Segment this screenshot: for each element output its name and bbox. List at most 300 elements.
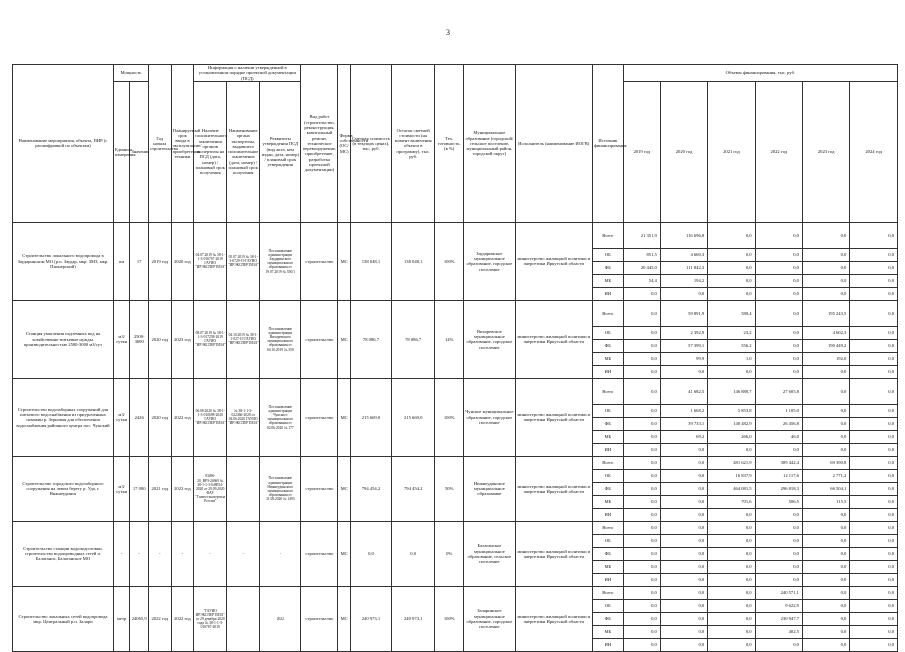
table-row bbox=[13, 521, 898, 534]
header-year: 2020 год bbox=[660, 81, 707, 222]
funding-value: 66 504,1 bbox=[802, 482, 849, 495]
project-ownership: МС bbox=[338, 521, 350, 586]
table-row bbox=[13, 378, 898, 404]
table-row bbox=[13, 586, 898, 599]
funding-value: 0,0 bbox=[708, 625, 755, 638]
project-approval: Постановление администрации Вихоревского муниципального образования от 04.10.2019 № 350 bbox=[260, 300, 301, 378]
project-estimate: 794 454,2 bbox=[350, 456, 391, 521]
header-source: Источник финансирования bbox=[592, 65, 623, 223]
project-value: 2426 bbox=[130, 378, 149, 456]
funding-value: 0,0 bbox=[755, 287, 802, 300]
funding-value: 0,0 bbox=[802, 521, 849, 534]
project-approval: Постановление администрации Нижнеудинского муниципального образования от 31.08.2020 № 1493 bbox=[260, 456, 301, 521]
funding-value: 0,0 bbox=[850, 625, 898, 638]
funding-value: 0,0 bbox=[850, 599, 898, 612]
funding-value: 0,0 bbox=[660, 534, 707, 547]
funding-value: 580,4 bbox=[708, 300, 755, 326]
project-expertise: 03496-20_ВРЗ-24669 № 38-1-1-3-048054-2020 от 29.09.2020 ФАУ "Главгосэкспертиза России" bbox=[194, 456, 227, 521]
funding-value: 0,0 bbox=[623, 573, 660, 586]
funding-value: 0,0 bbox=[850, 287, 898, 300]
funding-value: 20 445,0 bbox=[623, 261, 660, 274]
project-work-type: строительство bbox=[301, 586, 338, 651]
funding-value: 0,0 bbox=[660, 287, 707, 300]
funding-value: 0,0 bbox=[850, 378, 898, 404]
funding-value: 0,0 bbox=[802, 573, 849, 586]
funding-source: ФБ bbox=[592, 612, 623, 625]
funding-value: 0,0 bbox=[802, 443, 849, 456]
funding-value: 195 243,5 bbox=[802, 300, 849, 326]
funding-value: 0,0 bbox=[802, 248, 849, 261]
project-work-type: строительство bbox=[301, 300, 338, 378]
project-value: 17 bbox=[130, 222, 149, 300]
header-executor: Исполнитель (наименование ИОГВ) bbox=[515, 65, 592, 223]
project-estimate: 78 086,7 bbox=[350, 300, 391, 378]
project-executor: министерство жилищной политики и энергетики Иркутской области bbox=[515, 300, 592, 378]
funding-value: 0,0 bbox=[850, 586, 898, 599]
funding-value: 0,0 bbox=[802, 638, 849, 651]
header-psd-approval: Реквизиты утверждения ПСД (вид акта, кем издан, дата, номер) / плановый срок утверждения bbox=[260, 81, 301, 222]
project-unit: км bbox=[113, 222, 129, 300]
project-value: 17 000 bbox=[130, 456, 149, 521]
funding-value: 0,0 bbox=[708, 599, 755, 612]
funding-value: 0,0 bbox=[802, 365, 849, 378]
funding-value: 0,0 bbox=[755, 638, 802, 651]
funding-value: 0,0 bbox=[850, 508, 898, 521]
funding-value: 0,0 bbox=[802, 534, 849, 547]
project-expertise-org: 04.10.2019 № 38-1-1-027-19 ГАУИО "ИРЭКСПЕРТИЗА" bbox=[227, 300, 260, 378]
funding-value: 0,0 bbox=[708, 287, 755, 300]
funding-value: 481 621,9 bbox=[708, 456, 755, 469]
project-unit: м3/сутки bbox=[113, 456, 129, 521]
header-funding-group: Объемы финансирования, тыс. руб. bbox=[623, 65, 897, 82]
funding-value: 140 482,9 bbox=[708, 417, 755, 430]
project-start-year: - bbox=[148, 521, 171, 586]
funding-value: 0,0 bbox=[623, 404, 660, 417]
funding-value: 0,0 bbox=[623, 560, 660, 573]
funding-value: 41 682,5 bbox=[660, 378, 707, 404]
funding-value: 556,2 bbox=[708, 339, 755, 352]
funding-source: ИИ bbox=[592, 287, 623, 300]
funding-value: 0,0 bbox=[850, 300, 898, 326]
project-work-type: строительство bbox=[301, 378, 338, 456]
funding-value: 0,0 bbox=[708, 248, 755, 261]
funding-value: 99,9 bbox=[660, 352, 707, 365]
funding-value: 0,0 bbox=[850, 222, 898, 248]
project-name: Станция умягчения подземных вод на хозяйственно-питьевые нужды, производительностью 2500-3000 м3/сут bbox=[13, 300, 114, 378]
funding-value: 0,0 bbox=[850, 495, 898, 508]
funding-value: 0,0 bbox=[660, 495, 707, 508]
funding-value: 0,0 bbox=[802, 378, 849, 404]
project-expertise: - bbox=[194, 521, 227, 586]
funding-value: 230 947,7 bbox=[755, 612, 802, 625]
funding-source: Всего bbox=[592, 521, 623, 534]
funding-value: 402,5 bbox=[755, 625, 802, 638]
project-start-year: 2021 год bbox=[148, 456, 171, 521]
project-municipality: Нижнеудинское муниципальное образование bbox=[464, 456, 516, 521]
funding-value: 0,0 bbox=[708, 586, 755, 599]
funding-value: 0,0 bbox=[623, 287, 660, 300]
funding-value: 0,0 bbox=[660, 469, 707, 482]
project-approval: Постановление администрации Чунского муниципального образования от 02.06.2020 № 177 bbox=[260, 378, 301, 456]
header-ownership: Форма собственности (ОС/МС) bbox=[338, 65, 350, 223]
funding-value: 4 660,3 bbox=[660, 248, 707, 261]
project-estimate: 138 048,1 bbox=[350, 222, 391, 300]
funding-value: 54,4 bbox=[623, 274, 660, 287]
project-expertise-org bbox=[227, 456, 260, 521]
funding-value: 0,0 bbox=[708, 638, 755, 651]
funding-value: 0,0 bbox=[623, 625, 660, 638]
header-start-year: Год начала строительства bbox=[148, 65, 171, 223]
project-municipality: Заударинское муниципальное образование, городское поселение bbox=[464, 222, 516, 300]
project-municipality: Вихоревское муниципальное образование, городское поселение bbox=[464, 300, 516, 378]
funding-source: ОБ bbox=[592, 404, 623, 417]
funding-value: 12 117,6 bbox=[755, 469, 802, 482]
funding-source: ФБ bbox=[592, 547, 623, 560]
funding-value: 0,0 bbox=[623, 365, 660, 378]
project-end-year: 2020 год bbox=[171, 222, 194, 300]
funding-value: 506,5 bbox=[755, 495, 802, 508]
funding-value: 309 442,4 bbox=[755, 456, 802, 469]
header-name: Наименование мероприятия, объекта, ПИР (с расшифровкой по объектам) bbox=[13, 65, 114, 223]
project-expertise-org: - bbox=[227, 521, 260, 586]
project-unit: - bbox=[113, 521, 129, 586]
funding-value: 0,0 bbox=[623, 417, 660, 430]
header-unit: Единица измерения bbox=[113, 81, 129, 222]
funding-value: 0,0 bbox=[660, 365, 707, 378]
funding-value: 39 733,1 bbox=[660, 417, 707, 430]
funding-value: 0,0 bbox=[623, 586, 660, 599]
funding-value: 0,0 bbox=[755, 274, 802, 287]
funding-value: 0,0 bbox=[660, 612, 707, 625]
funding-value: 0,0 bbox=[850, 482, 898, 495]
funding-value: 0,0 bbox=[623, 430, 660, 443]
funding-value: 0,0 bbox=[623, 378, 660, 404]
funding-value: 701,6 bbox=[708, 495, 755, 508]
funding-value: 0,0 bbox=[850, 443, 898, 456]
funding-source: ФБ bbox=[592, 482, 623, 495]
funding-value: 0,0 bbox=[850, 456, 898, 469]
funding-value: 0,0 bbox=[708, 222, 755, 248]
funding-value: 0,0 bbox=[623, 339, 660, 352]
funding-value: 2 771,2 bbox=[802, 469, 849, 482]
funding-value: 0,0 bbox=[708, 612, 755, 625]
funding-value: 0,0 bbox=[850, 404, 898, 417]
project-executor: министерство жилищной политики и энергетики Иркутской области bbox=[515, 378, 592, 456]
project-unit: м3/сутки bbox=[113, 300, 129, 378]
funding-value: 0,0 bbox=[755, 547, 802, 560]
project-expertise-org: 05.07.2019 № 38-1-3-0729-19 ГАУИО "ИРЭКСПЕРТИЗА" bbox=[227, 222, 260, 300]
funding-value: 0,0 bbox=[708, 261, 755, 274]
funding-source: МБ bbox=[592, 430, 623, 443]
funding-value: 190 449,2 bbox=[802, 339, 849, 352]
funding-value: 194,2 bbox=[660, 274, 707, 287]
project-estimate: 215 669,0 bbox=[350, 378, 391, 456]
header-expertise-org: Наименование органа экспертизы, выдавшего положительное заключение (дата, номер) / плановый срок получения bbox=[227, 81, 260, 222]
table-body bbox=[13, 222, 898, 651]
project-name: Строительство локального водопровода в Заударинском МО (р.п. Заудар, мкр. ЗМЗ, мкр. Пионерский) bbox=[13, 222, 114, 300]
project-estimate: 240 973,1 bbox=[350, 586, 391, 651]
funding-value: 0,0 bbox=[755, 300, 802, 326]
table-row bbox=[13, 456, 898, 469]
project-expertise: 06.08.2020 № 38-1-1-3-010698-2020 ГАУИО "ИРЭКСПЕРТИЗА" bbox=[194, 378, 227, 456]
funding-value: 21 351,9 bbox=[623, 222, 660, 248]
funding-value: 9 622,9 bbox=[755, 599, 802, 612]
funding-value: 46,0 bbox=[755, 430, 802, 443]
funding-source: ИИ bbox=[592, 573, 623, 586]
project-remaining: 78 086,7 bbox=[392, 300, 435, 378]
funding-value: 0,0 bbox=[755, 261, 802, 274]
funding-value: 0,0 bbox=[623, 508, 660, 521]
funding-value: 116 696,8 bbox=[660, 222, 707, 248]
funding-value: 0,0 bbox=[850, 547, 898, 560]
funding-value: 0,0 bbox=[660, 625, 707, 638]
funding-source: ОБ bbox=[592, 469, 623, 482]
funding-value: 0,0 bbox=[755, 352, 802, 365]
funding-value: 0,0 bbox=[708, 274, 755, 287]
funding-value: 0,0 bbox=[708, 443, 755, 456]
project-name: Строительство локальных сетей водопровода мкр. Центральный р.п. Залари bbox=[13, 586, 114, 651]
funding-value: 0,0 bbox=[802, 612, 849, 625]
funding-value: 1 105,0 bbox=[755, 404, 802, 417]
project-name: Строительство станции водоподготовки, строительство водопроводных сетей п. Балаганск, Балаганское МО bbox=[13, 521, 114, 586]
funding-value: 0,0 bbox=[660, 456, 707, 469]
funding-value: 0,0 bbox=[850, 612, 898, 625]
funding-source: ИИ bbox=[592, 443, 623, 456]
funding-value: 0,0 bbox=[623, 534, 660, 547]
funding-source: ОБ bbox=[592, 248, 623, 261]
project-end-year: - bbox=[171, 521, 194, 586]
project-expertise-org bbox=[227, 586, 260, 651]
project-municipality: Балаганское муниципальное образование, сельское поселение bbox=[464, 521, 516, 586]
project-executor: министерство жилищной политики и энергетики Иркутской области bbox=[515, 586, 592, 651]
funding-value: 1 668,2 bbox=[660, 404, 707, 417]
funding-source: ОБ bbox=[592, 599, 623, 612]
funding-value: 0,0 bbox=[850, 352, 898, 365]
project-approval: Постановление администрации Заударинского муниципального образования от 19.07.2019 № 550/1 bbox=[260, 222, 301, 300]
project-expertise: 04.07.2019 № 38-1-1-3-016767-2019 ГАУИО "ИРЭКСПЕРТИЗА" bbox=[194, 222, 227, 300]
project-municipality: Чунское муниципальное образование, городское поселение bbox=[464, 378, 516, 456]
header-year: 2024 год bbox=[850, 81, 898, 222]
funding-value: 59 891,9 bbox=[660, 300, 707, 326]
project-municipality: Заларинское муниципальное образование, городское поселение bbox=[464, 586, 516, 651]
funding-source: ФБ bbox=[592, 261, 623, 274]
project-end-year: 2022 год bbox=[171, 586, 194, 651]
funding-value: 0,0 bbox=[708, 560, 755, 573]
funding-value: 0,0 bbox=[660, 638, 707, 651]
funding-value: 0,0 bbox=[850, 365, 898, 378]
funding-value: 0,0 bbox=[850, 430, 898, 443]
header-year: 2023 год bbox=[802, 81, 849, 222]
funding-value: 0,0 bbox=[850, 469, 898, 482]
funding-value: 0,0 bbox=[755, 560, 802, 573]
funding-value: 0,0 bbox=[802, 404, 849, 417]
project-work-type: строительство bbox=[301, 521, 338, 586]
funding-value: 0,0 bbox=[623, 352, 660, 365]
header-remaining: Остаток сметной стоимости (на момент включения объекта в программу), тыс. руб. bbox=[392, 65, 435, 223]
funding-source: ИИ bbox=[592, 508, 623, 521]
project-remaining: 138 048,1 bbox=[392, 222, 435, 300]
project-approval: 2022 bbox=[260, 586, 301, 651]
header-psd-group: Информация о наличии утвержденной в установленном порядке проектной документации (ПСД) bbox=[194, 65, 301, 82]
funding-value: 0,0 bbox=[755, 365, 802, 378]
funding-value: 0,0 bbox=[660, 521, 707, 534]
funding-value: 0,0 bbox=[623, 599, 660, 612]
project-work-type: строительство bbox=[301, 456, 338, 521]
funding-value: 0,0 bbox=[850, 534, 898, 547]
funding-value: 0,0 bbox=[660, 560, 707, 573]
funding-value: 2 392,9 bbox=[660, 326, 707, 339]
project-executor: министерство жилищной политики и энергетики Иркутской области bbox=[515, 456, 592, 521]
project-remaining: 0,0 bbox=[392, 521, 435, 586]
funding-value: 0,0 bbox=[755, 521, 802, 534]
project-unit: метр bbox=[113, 586, 129, 651]
project-name: Строительство городского водозаборного сооружения на левом берегу р. Уда, г. Нижнеудинск bbox=[13, 456, 114, 521]
funding-value: 0,0 bbox=[755, 222, 802, 248]
funding-source: МБ bbox=[592, 352, 623, 365]
funding-value: 0,0 bbox=[755, 248, 802, 261]
header-year: 2021 год bbox=[708, 81, 755, 222]
funding-value: 0,0 bbox=[708, 573, 755, 586]
funding-value: 1,0 bbox=[708, 352, 755, 365]
funding-value: 240 571,1 bbox=[755, 586, 802, 599]
funding-value: 0,0 bbox=[660, 573, 707, 586]
project-value: 2500-3000 bbox=[130, 300, 149, 378]
funding-value: 0,0 bbox=[708, 534, 755, 547]
funding-value: 0,0 bbox=[802, 547, 849, 560]
funding-value: 0,0 bbox=[755, 326, 802, 339]
funding-value: 69 390,8 bbox=[802, 456, 849, 469]
project-value: 24065,9 bbox=[130, 586, 149, 651]
funding-value: 69,2 bbox=[660, 430, 707, 443]
funding-value: 0,0 bbox=[755, 339, 802, 352]
funding-value: 296 818,3 bbox=[755, 482, 802, 495]
funding-value: 0,0 bbox=[708, 365, 755, 378]
funding-value: 0,0 bbox=[623, 326, 660, 339]
header-year: 2019 год bbox=[623, 81, 660, 222]
funding-value: 0,0 bbox=[623, 638, 660, 651]
funding-source: Всего bbox=[592, 222, 623, 248]
funding-source: ИИ bbox=[592, 365, 623, 378]
project-readiness: 100% bbox=[435, 378, 464, 456]
project-remaining: 794 454,2 bbox=[392, 456, 435, 521]
project-unit: м3/сутки bbox=[113, 378, 129, 456]
funding-value: 0,0 bbox=[850, 274, 898, 287]
funding-value: 851,5 bbox=[623, 248, 660, 261]
funding-value: 0,0 bbox=[660, 443, 707, 456]
funding-value: 0,0 bbox=[755, 573, 802, 586]
funding-source: Всего bbox=[592, 456, 623, 469]
funding-value: 0,0 bbox=[850, 339, 898, 352]
funding-value: 464 081,5 bbox=[708, 482, 755, 495]
header-readiness: Тех. готовность, (в %) bbox=[435, 65, 464, 223]
project-expertise-org: № 38-1-1-3-022466-2020 от 04.06.2020 ГАУИО "ИРЭКСПЕРТИЗА" bbox=[227, 378, 260, 456]
funding-value: 0,0 bbox=[623, 443, 660, 456]
project-readiness: 14% bbox=[435, 300, 464, 378]
funding-value: 146 880,7 bbox=[708, 378, 755, 404]
funding-source: Всего bbox=[592, 378, 623, 404]
funding-value: 23,2 bbox=[708, 326, 755, 339]
funding-source: МБ bbox=[592, 495, 623, 508]
funding-value: 0,0 bbox=[802, 586, 849, 599]
funding-source: ФБ bbox=[592, 417, 623, 430]
project-ownership: МС bbox=[338, 222, 350, 300]
project-start-year: 2022 год bbox=[148, 586, 171, 651]
funding-source: ФБ bbox=[592, 339, 623, 352]
funding-value: 0,0 bbox=[802, 508, 849, 521]
header-work-type: Вид работ (строительство, реконструкция, капитальный ремонт, техническое перевооружение, приобретение, разработка проектной документации) bbox=[301, 65, 338, 223]
funding-source: ИИ bbox=[592, 638, 623, 651]
funding-value: 0,0 bbox=[755, 508, 802, 521]
funding-value: 0,0 bbox=[660, 482, 707, 495]
funding-value: 111 842,3 bbox=[660, 261, 707, 274]
funding-value: 0,0 bbox=[623, 300, 660, 326]
funding-value: 0,0 bbox=[755, 443, 802, 456]
funding-value: 0,0 bbox=[708, 521, 755, 534]
financing-table bbox=[12, 64, 898, 652]
table-row bbox=[13, 300, 898, 326]
funding-value: 0,0 bbox=[755, 534, 802, 547]
funding-value: 0,0 bbox=[623, 456, 660, 469]
funding-value: 0,0 bbox=[850, 417, 898, 430]
table-row bbox=[13, 222, 898, 248]
project-readiness: 0% bbox=[435, 521, 464, 586]
funding-value: 0,0 bbox=[850, 521, 898, 534]
funding-value: 0,0 bbox=[660, 599, 707, 612]
page-number: 3 bbox=[446, 28, 450, 37]
funding-value: 0,0 bbox=[850, 560, 898, 573]
funding-value: 0,0 bbox=[708, 508, 755, 521]
funding-value: 0,0 bbox=[623, 495, 660, 508]
project-value: - bbox=[130, 521, 149, 586]
funding-value: 0,0 bbox=[802, 599, 849, 612]
funding-value: 0,0 bbox=[660, 547, 707, 560]
funding-source: Всего bbox=[592, 586, 623, 599]
funding-value: 0,0 bbox=[623, 469, 660, 482]
funding-value: 0,0 bbox=[850, 248, 898, 261]
project-ownership: МС bbox=[338, 586, 350, 651]
funding-value: 0,0 bbox=[623, 482, 660, 495]
header-municipality: Муниципальное образование (городской/сельское поселение, муниципальный район, городской округ) bbox=[464, 65, 516, 223]
project-approval: - bbox=[260, 521, 301, 586]
funding-value: 16 837,9 bbox=[708, 469, 755, 482]
funding-value: 0,0 bbox=[850, 326, 898, 339]
project-estimate: 0,0 bbox=[350, 521, 391, 586]
header-capacity: Мощность bbox=[113, 65, 148, 82]
project-ownership: МС bbox=[338, 378, 350, 456]
funding-value: 0,0 bbox=[802, 625, 849, 638]
project-start-year: 2019 год bbox=[148, 222, 171, 300]
funding-source: МБ bbox=[592, 560, 623, 573]
project-readiness: 50% bbox=[435, 456, 464, 521]
project-start-year: 2020 год bbox=[148, 300, 171, 378]
project-remaining: 240 973,1 bbox=[392, 586, 435, 651]
funding-value: 0,0 bbox=[802, 560, 849, 573]
funding-value: 192,0 bbox=[802, 352, 849, 365]
funding-value: 0,0 bbox=[623, 521, 660, 534]
funding-value: 0,0 bbox=[802, 274, 849, 287]
funding-value: 0,0 bbox=[850, 638, 898, 651]
project-ownership: МС bbox=[338, 300, 350, 378]
funding-value: 115,5 bbox=[802, 495, 849, 508]
funding-value: 0,0 bbox=[802, 430, 849, 443]
funding-value: 0,0 bbox=[660, 508, 707, 521]
funding-source: Всего bbox=[592, 300, 623, 326]
project-remaining: 215 669,0 bbox=[392, 378, 435, 456]
funding-value: 0,0 bbox=[802, 287, 849, 300]
project-ownership: МС bbox=[338, 456, 350, 521]
project-end-year: 2023 год bbox=[171, 456, 194, 521]
funding-source: МБ bbox=[592, 274, 623, 287]
